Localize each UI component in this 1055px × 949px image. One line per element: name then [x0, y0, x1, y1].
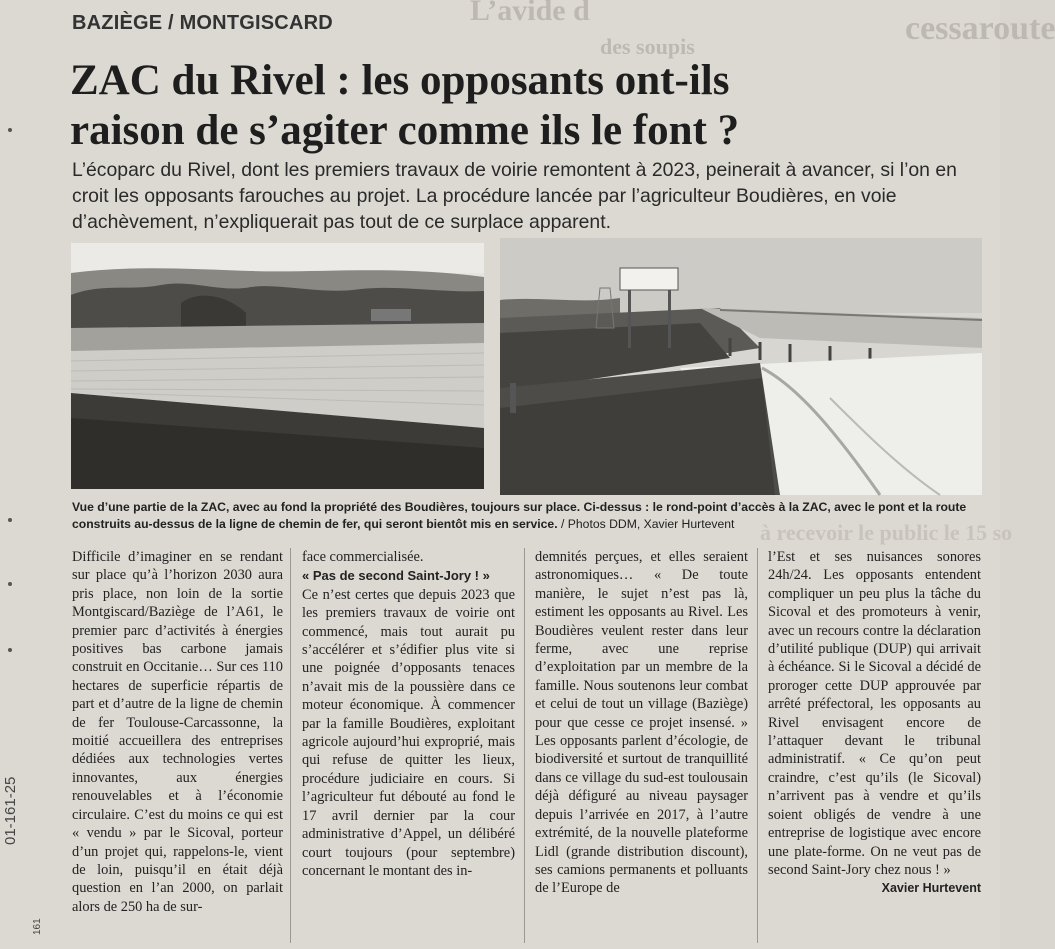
column-4 [768, 548, 981, 898]
headline-line-2: raison de s’agiter comme ils le font ? [70, 107, 740, 154]
column-3-text: demnités perçues, et elles seraient astronomiques… « De toute manière, le sujet n’est pas là, estiment les opposants au Rivel. Les Boudières veulent rester dans leur ferme, avec une reprise d’exploitation par un membre de la famille. Nous soutenons leur combat et celui de tout un village (Baziège) pour que cesse ce projet insensé. » Les opposants parlent d’écologie, de biodiversité et surtout de tranquillité dans ce village du sud-est toulousain déjà défiguré au niveau paysager depuis l’arrivée en 2017, à l’autre extrémité, de la nouvelle plateforme Lidl (grande distribution discount), ses camions permanents et polluants de l’Europe de [535, 549, 748, 897]
column-1-text: Difficile d’imaginer en se rendant sur place qu’à l’horizon 2030 aura pris place, non loin de la sortie Montgiscard/Baziège de l’A61, le premier parc d’activités à énergies positives bas carbone jamais construit en Occitanie… Sur ces 110 hectares de superficie répartis de part et d’autre de la ligne de chemin de fer Toulouse-Carcassonne, la moitié accueillera des entreprises dédiées aux technologies vertes innovantes, aux énergies renouvelables et à l’économie circulaire. C’est du moins ce qui est « vendu » par le Sicoval, porteur d’un projet qui, rappelons-le, vient de loin, puisqu’il en était déjà question en l’an 2000, on parlait alors de 250 ha de sur- [72, 549, 283, 915]
roundabout-photo-image [500, 238, 982, 495]
margin-dot [8, 128, 12, 132]
field-photo-image [71, 243, 484, 489]
bleed-text-3: cessaroute [905, 10, 1055, 47]
photo-caption [72, 499, 987, 533]
edge-number: 161 [32, 918, 43, 935]
signature: Xavier Hurtevent [881, 881, 981, 896]
photo-field [71, 243, 484, 489]
section-kicker: BAZIÈGE / MONTGISCARD [72, 12, 333, 34]
column-2-lead: face commercialisée. [302, 549, 424, 565]
column-rule-3 [757, 548, 758, 943]
photo-roundabout [500, 238, 982, 495]
margin-dot [8, 518, 12, 522]
margin-dot [8, 582, 12, 586]
headline [70, 56, 950, 156]
column-4-text: l’Est et ses nuisances sonores 24h/24. Les opposants entendent compliquer un peu plus la tâche du Sicoval et des promoteurs à venir, avec un recours contre la déclaration d’utilité publique (DUP) qui arrivait à échéance. Si le Sicoval a décidé de proroger cette DUP approuvée par arrêté préfectoral, les opposants au Rivel envisagent encore de l’attaquer devant le tribunal administratif. « Ce qu’on peut craindre, c’est qu’ils (le Sicoval) n’arrivent pas à vendre et qu’ils soient obligés de vendre à une entreprise de logistique avec encore une plate-forme. On ne veut pas de second Saint-Jory chez nous ! » [768, 549, 981, 878]
bleed-text-1: L’avide d [470, 0, 590, 27]
caption-credit: / Photos DDM, Xavier Hurtevent [561, 517, 735, 531]
bleed-text-2: des soupis [600, 34, 695, 59]
column-1 [72, 548, 283, 916]
edge-code: 01-161-25 [2, 776, 19, 845]
intertitle: « Pas de second Saint-Jory ! » [302, 568, 490, 584]
headline-line-1: ZAC du Rivel : les opposants ont-ils [70, 57, 730, 104]
standfirst: L’écoparc du Rivel, dont les premiers travaux de voirie remontent à 2023, peinerait à avancer, si l’on en croit les opposants farouches au projet. La procédure lancée par l’agriculteur Boudières, en voie d’achèvement, n’expliquerait pas tout de ce surplace apparent. [72, 159, 957, 233]
caption-text: Vue d’une partie de la ZAC, avec au fond la propriété des Boudières, toujours sur place. Ci-dessus : le rond-point d’accès à la ZAC, avec le pont et la route construits au-dessus de la ligne de chemin de fer, qui seront bientôt mis en service. [72, 500, 967, 531]
margin-dot [8, 648, 12, 652]
bleed-text-4: à recevoir le public le 15 so [760, 520, 1013, 545]
column-2 [302, 548, 515, 880]
column-3 [535, 548, 748, 898]
column-2-text: Ce n’est certes que depuis 2023 que les premiers travaux de voirie ont commencé, mais tout aurait pu s’accélérer et s’édifier plus vite si une poignée d’opposants tenaces n’avait mis de la poussière dans ce moteur économique. À commencer par la famille Boudières, exploitant agricole aujourd’hui exproprié, mais qui refuse de quitter les lieux, procédure judiciaire en cours. Si l’agriculteur fut débouté au fond le 17 avril dernier par la cour administrative d’Appel, un délibéré court toujours (pour septembre) concernant le montant des in- [302, 586, 515, 879]
column-rule-2 [524, 548, 525, 943]
column-rule-1 [290, 548, 291, 943]
